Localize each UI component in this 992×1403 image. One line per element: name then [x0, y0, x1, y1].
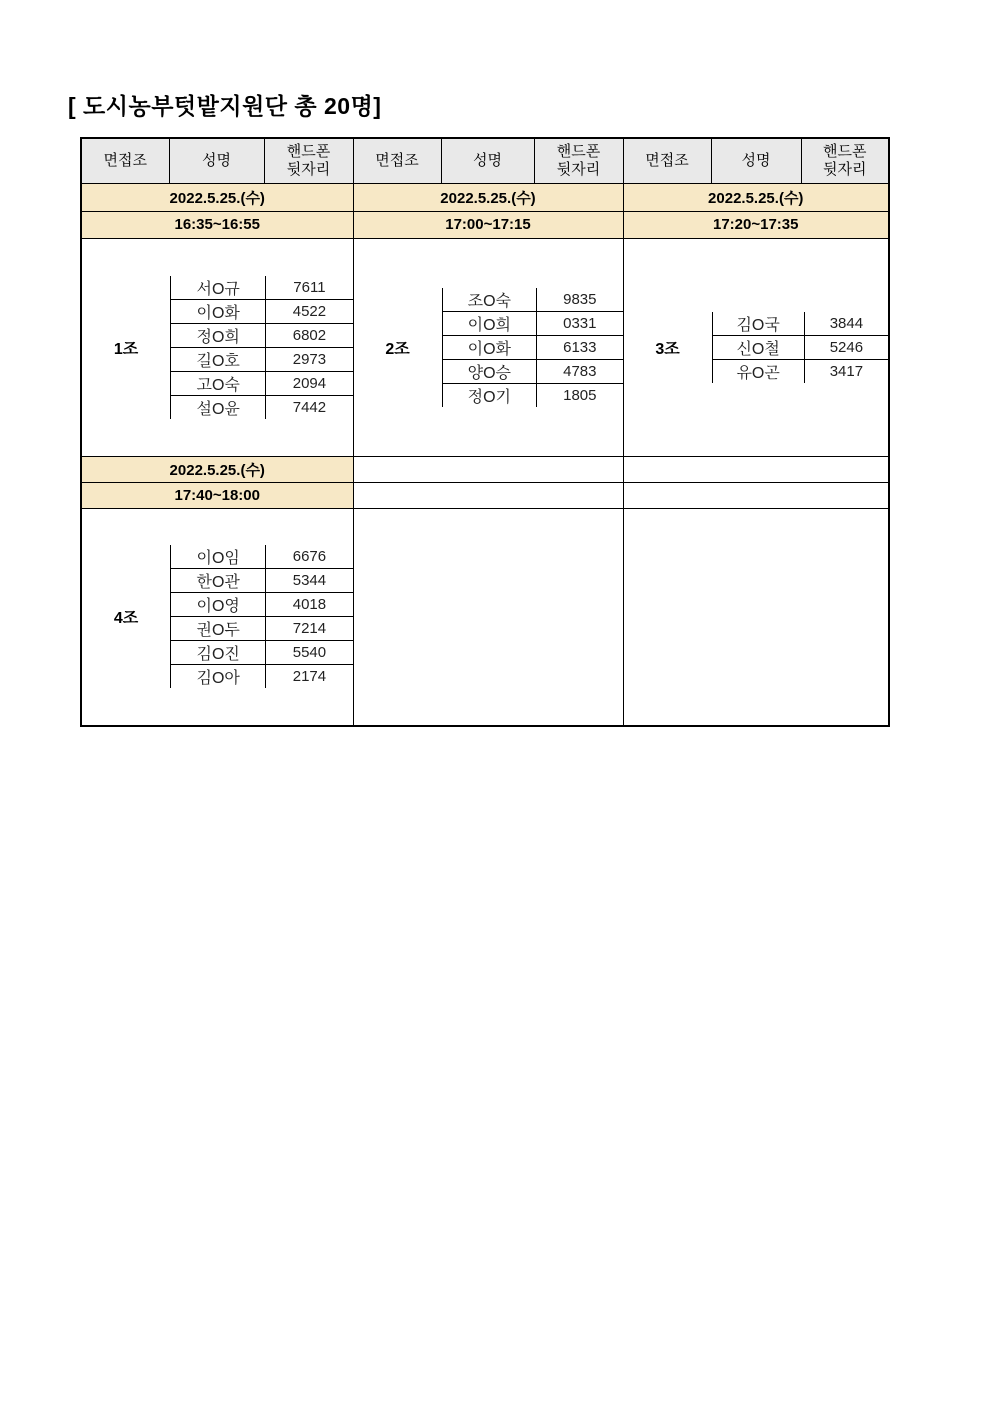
date-cell-group2: 2022.5.25.(수) — [353, 183, 623, 211]
member-name: 김O아 — [196, 670, 240, 688]
header-phone-line1: 핸드폰 — [556, 142, 601, 160]
header-phone-line1: 핸드폰 — [286, 142, 331, 160]
table-row — [171, 592, 353, 616]
time-cell-group2: 17:00~17:15 — [353, 211, 623, 238]
header-phone-line2: 뒷자리 — [286, 160, 331, 178]
table-row — [171, 347, 353, 371]
group-members — [712, 312, 889, 383]
member-phone: 5540 — [265, 641, 352, 664]
member-phone: 2174 — [265, 665, 352, 688]
table-row — [171, 640, 353, 664]
table-row — [443, 359, 623, 383]
member-phone: 4522 — [265, 300, 352, 323]
member-name: 길O호 — [196, 352, 240, 370]
date-row-2 — [81, 456, 889, 482]
group-label: 3조 — [655, 340, 680, 358]
header-cell-name: 성명 — [711, 138, 801, 183]
table-row — [713, 312, 889, 335]
table-row — [171, 395, 353, 419]
header-phone-line1: 핸드폰 — [823, 142, 867, 160]
member-phone: 2094 — [265, 372, 352, 395]
group-members — [170, 545, 353, 688]
time-cell-group3: 17:20~17:35 — [623, 211, 889, 238]
table-row — [171, 664, 353, 688]
page-title: [ 도시농부텃밭지원단 총 20명] — [68, 93, 382, 119]
table-row — [443, 335, 623, 359]
group-section-1 — [81, 238, 353, 456]
table-row — [443, 383, 623, 407]
member-phone: 3844 — [804, 312, 888, 335]
member-phone: 6676 — [265, 545, 352, 568]
header-cell-group: 면접조 — [81, 138, 169, 183]
table-row — [171, 545, 353, 568]
member-phone: 7214 — [265, 617, 352, 640]
member-phone: 9835 — [536, 288, 622, 311]
table-row — [171, 616, 353, 640]
member-name: 유O곤 — [736, 364, 780, 382]
table-row — [171, 276, 353, 299]
member-name: 서O규 — [196, 280, 240, 298]
member-phone: 7611 — [265, 276, 352, 299]
member-phone: 0331 — [536, 312, 622, 335]
member-name: 양O승 — [467, 364, 511, 382]
group-members — [442, 288, 623, 407]
group-section-2 — [353, 238, 623, 456]
date-cell-group3: 2022.5.25.(수) — [623, 183, 889, 211]
interview-schedule-table — [80, 137, 890, 727]
header-cell-group: 면접조 — [623, 138, 711, 183]
member-name: 이O영 — [196, 598, 240, 616]
header-cell-phone — [801, 138, 889, 183]
member-name: 신O철 — [736, 340, 780, 358]
member-name: 김O진 — [196, 646, 240, 664]
empty-cell — [623, 456, 889, 482]
member-name: 이O임 — [196, 550, 240, 568]
header-cell-phone — [534, 138, 623, 183]
table-row — [171, 299, 353, 323]
group-section-4 — [81, 508, 353, 726]
empty-cell — [353, 508, 623, 726]
member-phone: 6133 — [536, 336, 622, 359]
table-row — [171, 568, 353, 592]
empty-cell — [353, 456, 623, 482]
header-cell-group: 면접조 — [353, 138, 441, 183]
header-cell-phone — [264, 138, 353, 183]
member-phone: 5246 — [804, 336, 888, 359]
member-name: 권O두 — [196, 622, 240, 640]
empty-cell — [623, 508, 889, 726]
member-name: 정O희 — [196, 328, 240, 346]
time-cell-group1: 16:35~16:55 — [81, 211, 353, 238]
member-name: 조O숙 — [467, 292, 511, 310]
member-phone: 5344 — [265, 569, 352, 592]
table-row — [171, 323, 353, 347]
member-name: 이O희 — [467, 316, 511, 334]
time-row-1 — [81, 211, 889, 238]
header-row — [81, 138, 889, 183]
member-name: 이O화 — [467, 340, 511, 358]
table-row — [171, 371, 353, 395]
data-row-2 — [81, 508, 889, 726]
header-phone-line2: 뒷자리 — [823, 160, 867, 178]
group-label: 1조 — [113, 340, 139, 358]
member-name: 정O기 — [467, 388, 511, 406]
table-row — [443, 288, 623, 311]
member-name: 김O국 — [736, 316, 780, 334]
member-phone: 4018 — [265, 593, 352, 616]
member-phone: 2973 — [265, 348, 352, 371]
member-phone: 7442 — [265, 396, 352, 419]
member-phone: 4783 — [536, 360, 622, 383]
date-cell-group4: 2022.5.25.(수) — [81, 456, 353, 482]
member-name: 설O윤 — [196, 400, 240, 418]
group-members — [170, 276, 353, 419]
time-row-2 — [81, 482, 889, 508]
date-row-1 — [81, 183, 889, 211]
time-cell-group4: 17:40~18:00 — [81, 482, 353, 508]
table-row — [713, 335, 889, 359]
header-cell-name: 성명 — [169, 138, 264, 183]
member-phone: 1805 — [536, 384, 622, 407]
member-name: 고O숙 — [196, 376, 240, 394]
empty-cell — [623, 482, 889, 508]
header-cell-name: 성명 — [441, 138, 534, 183]
group-section-3 — [623, 238, 889, 456]
member-name: 이O화 — [196, 304, 240, 322]
group-label: 4조 — [113, 610, 139, 628]
group-label: 2조 — [385, 340, 410, 358]
member-phone: 3417 — [804, 360, 888, 383]
table-row — [713, 359, 889, 383]
table-row — [443, 311, 623, 335]
member-phone: 6802 — [265, 324, 352, 347]
member-name: 한O관 — [196, 574, 240, 592]
data-row-1 — [81, 238, 889, 456]
empty-cell — [353, 482, 623, 508]
header-phone-line2: 뒷자리 — [556, 160, 601, 178]
date-cell-group1: 2022.5.25.(수) — [81, 183, 353, 211]
